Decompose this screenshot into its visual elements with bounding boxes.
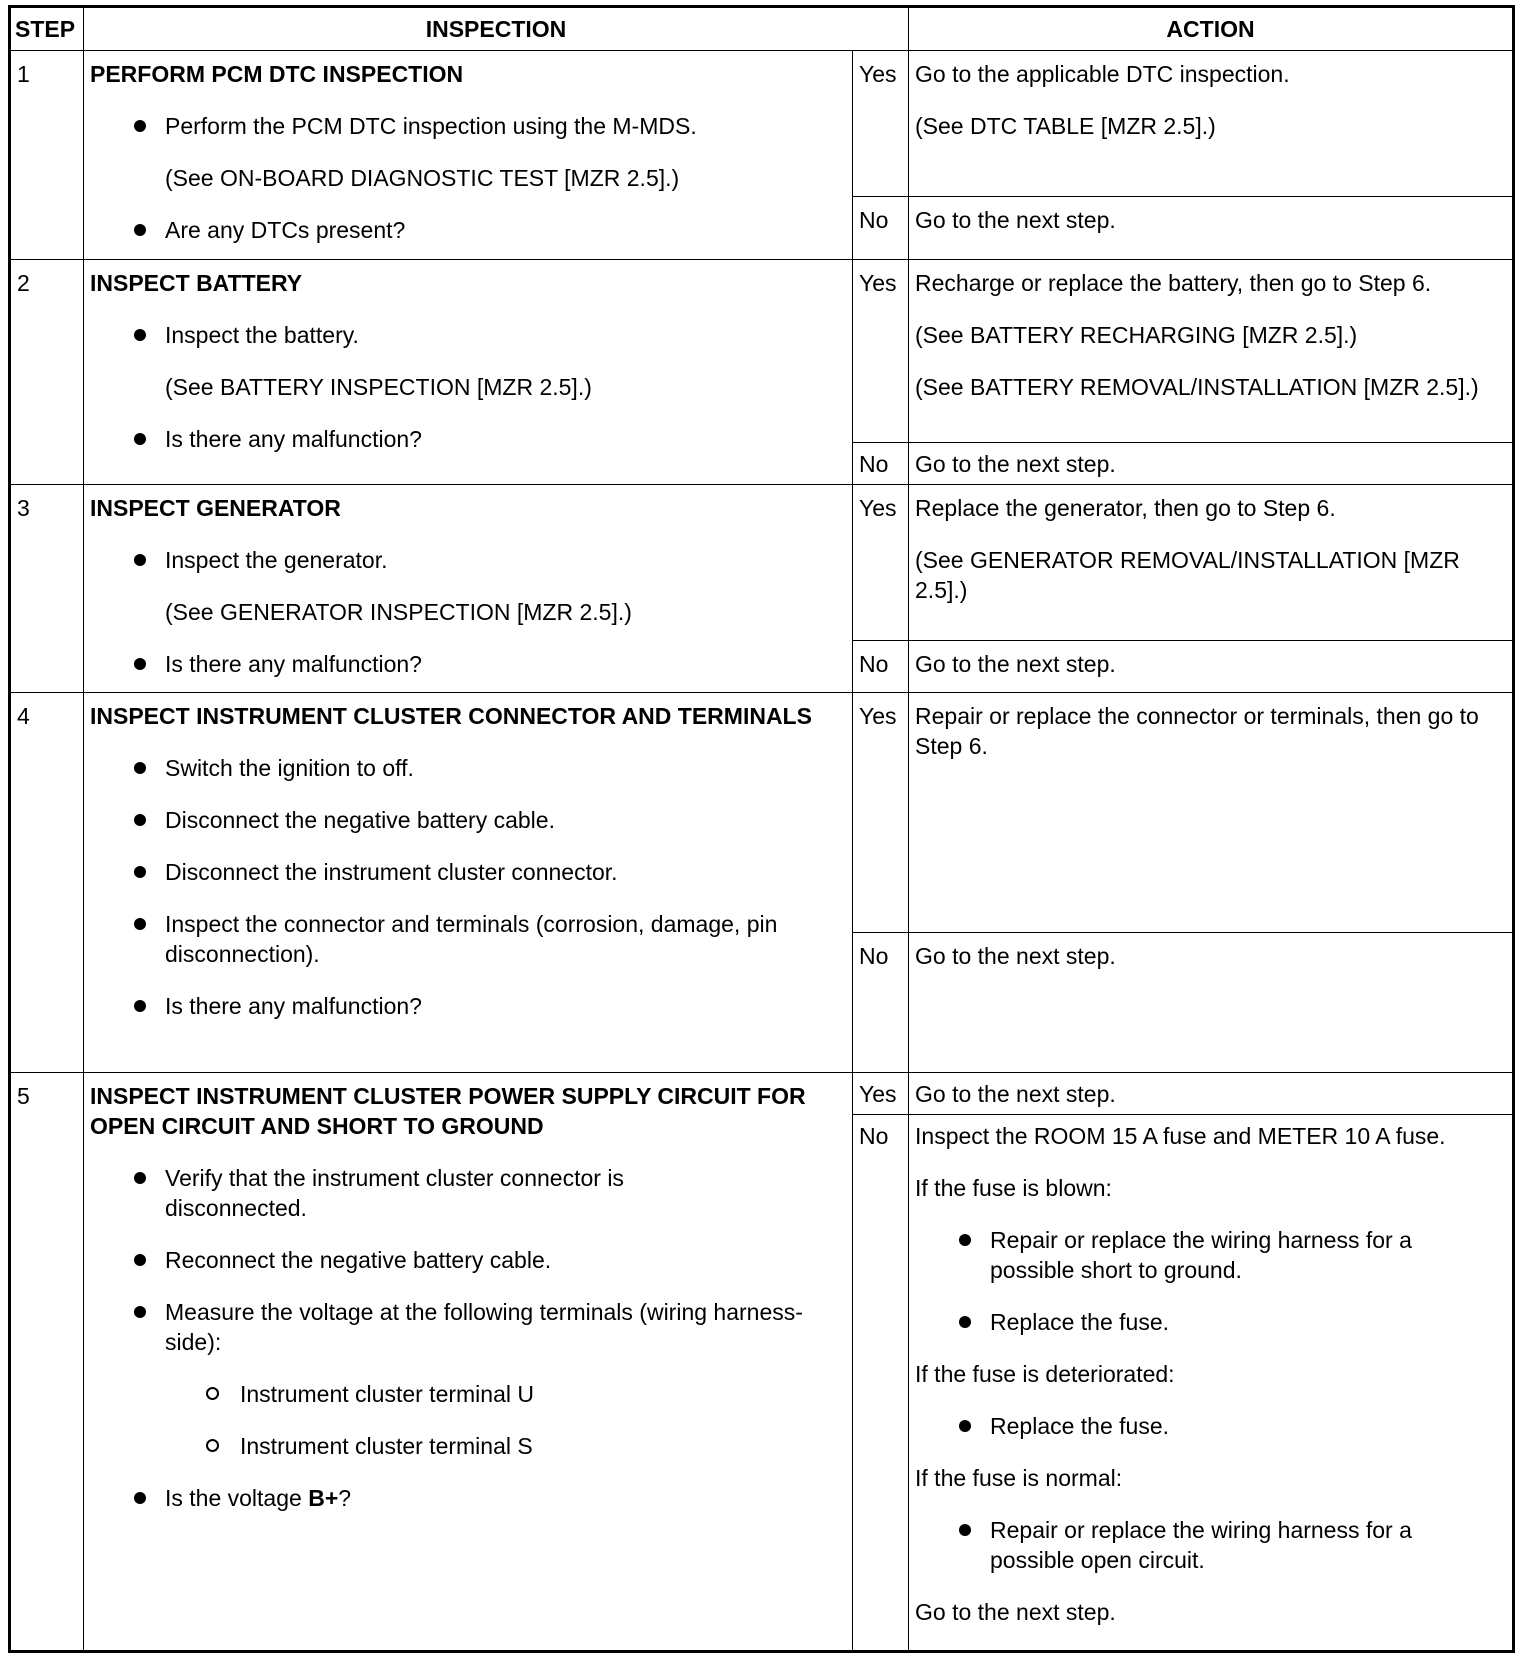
action-text: Inspect the ROOM 15 A fuse and METER 10 A fuse. bbox=[915, 1123, 1446, 1149]
bullet-text: Reconnect the negative battery cable. bbox=[165, 1247, 552, 1273]
bullet-item bbox=[90, 1245, 846, 1275]
action-reference: (See GENERATOR REMOVAL/INSTALLATION [MZR 2.5].) bbox=[915, 547, 1460, 603]
step-1-no-action bbox=[909, 197, 1514, 260]
bullet-text-suffix: ? bbox=[338, 1485, 352, 1511]
bullet-item bbox=[90, 753, 846, 783]
bullet-icon bbox=[959, 1420, 971, 1432]
bullet-icon bbox=[134, 814, 146, 826]
bullet-icon bbox=[134, 433, 146, 445]
bullet-icon bbox=[134, 658, 146, 670]
sub-bullet-text: Instrument cluster terminal S bbox=[240, 1433, 533, 1459]
bullet-icon bbox=[959, 1524, 971, 1536]
yes-label: Yes bbox=[853, 485, 909, 641]
bullet-icon bbox=[959, 1316, 971, 1328]
bullet-text: Disconnect the instrument cluster connector. bbox=[165, 859, 618, 885]
step-5-yes-row bbox=[10, 1073, 1514, 1115]
action-text: Go to the applicable DTC inspection. bbox=[915, 61, 1290, 87]
no-label: No bbox=[853, 443, 909, 485]
bullet-text: Repair or replace the wiring harness for a possible short to ground. bbox=[990, 1227, 1412, 1283]
header-action: ACTION bbox=[909, 7, 1514, 51]
reference-link-text: (See GENERATOR INSPECTION [MZR 2.5].) bbox=[165, 599, 632, 625]
bullet-text: Disconnect the negative battery cable. bbox=[165, 807, 555, 833]
bullet-icon bbox=[134, 1306, 146, 1318]
bullet-item bbox=[90, 1297, 846, 1357]
bullet-item bbox=[90, 857, 846, 887]
bullet-text: Is there any malfunction? bbox=[165, 993, 422, 1019]
bullet-icon bbox=[134, 1000, 146, 1012]
bullet-text: Are any DTCs present? bbox=[165, 217, 406, 243]
step-number: 5 bbox=[10, 1073, 84, 1652]
step-1-inspection bbox=[84, 51, 853, 260]
action-text: Go to the next step. bbox=[915, 651, 1116, 677]
action-bullet-item bbox=[915, 1515, 1506, 1575]
sub-bullet-item bbox=[90, 1379, 846, 1409]
yes-label: Yes bbox=[853, 51, 909, 197]
bullet-text: Perform the PCM DTC inspection using the M-MDS. bbox=[165, 113, 697, 139]
bullet-item bbox=[90, 649, 846, 679]
action-bullet-item bbox=[915, 1307, 1506, 1337]
bullet-icon bbox=[134, 120, 146, 132]
step-number: 1 bbox=[10, 51, 84, 260]
step-title: INSPECT GENERATOR bbox=[90, 495, 341, 521]
bullet-item bbox=[90, 545, 846, 575]
step-4-yes-row bbox=[10, 693, 1514, 933]
step-5-inspection bbox=[84, 1073, 853, 1652]
bullet-icon bbox=[134, 866, 146, 878]
bullet-text: Repair or replace the wiring harness for a possible open circuit. bbox=[990, 1517, 1412, 1573]
bullet-icon bbox=[134, 918, 146, 930]
bullet-item bbox=[90, 1163, 846, 1223]
bullet-text: Replace the fuse. bbox=[990, 1309, 1170, 1335]
bullet-text: Inspect the battery. bbox=[165, 322, 359, 348]
action-text: If the fuse is normal: bbox=[915, 1465, 1123, 1491]
action-text: Go to the next step. bbox=[915, 1599, 1116, 1625]
step-title: INSPECT BATTERY bbox=[90, 270, 303, 296]
bullet-text: Switch the ignition to off. bbox=[165, 755, 414, 781]
bullet-item bbox=[90, 909, 846, 969]
step-5-no-action bbox=[909, 1115, 1514, 1652]
step-3-inspection bbox=[84, 485, 853, 693]
step-2-inspection bbox=[84, 260, 853, 485]
bullet-icon bbox=[134, 1492, 146, 1504]
bullet-icon bbox=[134, 1172, 146, 1184]
step-number: 4 bbox=[10, 693, 84, 1073]
bullet-icon bbox=[134, 1254, 146, 1266]
bullet-item bbox=[90, 424, 846, 454]
action-text: Recharge or replace the battery, then go to Step 6. bbox=[915, 270, 1432, 296]
bullet-text: Replace the fuse. bbox=[990, 1413, 1170, 1439]
action-text: Go to the next step. bbox=[915, 207, 1116, 233]
header-row bbox=[10, 7, 1514, 51]
no-label: No bbox=[853, 933, 909, 1073]
bullet-text: Inspect the connector and terminals (corrosion, damage, pin disconnection). bbox=[165, 911, 778, 967]
action-reference: (See BATTERY RECHARGING [MZR 2.5].) bbox=[915, 322, 1358, 348]
bullet-icon bbox=[959, 1234, 971, 1246]
bullet-icon bbox=[134, 224, 146, 236]
step-2-no-action bbox=[909, 443, 1514, 485]
action-text: Replace the generator, then go to Step 6. bbox=[915, 495, 1336, 521]
bullet-text-bold: B+ bbox=[308, 1485, 339, 1511]
no-label: No bbox=[853, 641, 909, 693]
step-4-yes-action bbox=[909, 693, 1514, 933]
step-title: PERFORM PCM DTC INSPECTION bbox=[90, 61, 464, 87]
action-text: Go to the next step. bbox=[915, 943, 1116, 969]
step-4-no-action bbox=[909, 933, 1514, 1073]
bullet-item bbox=[90, 805, 846, 835]
action-text: If the fuse is deteriorated: bbox=[915, 1361, 1175, 1387]
reference-link-text: (See BATTERY INSPECTION [MZR 2.5].) bbox=[165, 374, 592, 400]
bullet-text: Measure the voltage at the following terminals (wiring harness-side): bbox=[165, 1299, 803, 1355]
yes-label: Yes bbox=[853, 1073, 909, 1115]
bullet-item bbox=[90, 215, 846, 245]
header-inspection: INSPECTION bbox=[84, 7, 909, 51]
step-number: 3 bbox=[10, 485, 84, 693]
action-text: Go to the next step. bbox=[915, 1081, 1116, 1107]
step-4-inspection bbox=[84, 693, 853, 1073]
yes-label: Yes bbox=[853, 693, 909, 933]
no-label: No bbox=[853, 1115, 909, 1652]
action-reference: (See DTC TABLE [MZR 2.5].) bbox=[915, 113, 1216, 139]
step-title: INSPECT INSTRUMENT CLUSTER CONNECTOR AND TERMINALS bbox=[90, 703, 812, 729]
circle-bullet-icon bbox=[206, 1387, 219, 1400]
action-bullet-item bbox=[915, 1225, 1506, 1285]
bullet-icon bbox=[134, 554, 146, 566]
action-text: If the fuse is blown: bbox=[915, 1175, 1112, 1201]
bullet-item bbox=[90, 111, 846, 141]
step-3-no-action bbox=[909, 641, 1514, 693]
bullet-icon bbox=[134, 762, 146, 774]
header-step: STEP bbox=[10, 7, 84, 51]
action-text: Repair or replace the connector or terminals, then go to Step 6. bbox=[915, 703, 1479, 759]
sub-bullet-item bbox=[90, 1431, 846, 1461]
circle-bullet-icon bbox=[206, 1439, 219, 1452]
sub-bullet-text: Instrument cluster terminal U bbox=[240, 1381, 534, 1407]
bullet-text: Inspect the generator. bbox=[165, 547, 388, 573]
bullet-text: Verify that the instrument cluster connector is disconnected. bbox=[165, 1165, 624, 1221]
step-1-yes-action bbox=[909, 51, 1514, 197]
step-number: 2 bbox=[10, 260, 84, 485]
step-3-yes-action bbox=[909, 485, 1514, 641]
bullet-text: Is there any malfunction? bbox=[165, 651, 422, 677]
bullet-item bbox=[90, 1483, 846, 1513]
step-2-yes-row bbox=[10, 260, 1514, 443]
bullet-icon bbox=[134, 329, 146, 341]
bullet-text: Is there any malfunction? bbox=[165, 426, 422, 452]
action-text: Go to the next step. bbox=[915, 451, 1116, 477]
bullet-item bbox=[90, 991, 846, 1021]
step-1-yes-row bbox=[10, 51, 1514, 197]
reference-link-text: (See ON-BOARD DIAGNOSTIC TEST [MZR 2.5].) bbox=[165, 165, 680, 191]
step-title: INSPECT INSTRUMENT CLUSTER POWER SUPPLY CIRCUIT FOR OPEN CIRCUIT AND SHORT TO GROUND bbox=[90, 1083, 806, 1139]
action-bullet-item bbox=[915, 1411, 1506, 1441]
yes-label: Yes bbox=[853, 260, 909, 443]
step-3-yes-row bbox=[10, 485, 1514, 641]
bullet-text: Is the voltage bbox=[165, 1485, 309, 1511]
no-label: No bbox=[853, 197, 909, 260]
step-2-yes-action bbox=[909, 260, 1514, 443]
step-5-yes-action bbox=[909, 1073, 1514, 1115]
action-reference: (See BATTERY REMOVAL/INSTALLATION [MZR 2.5].) bbox=[915, 374, 1479, 400]
bullet-item bbox=[90, 320, 846, 350]
diagnostic-table bbox=[8, 5, 1515, 1653]
